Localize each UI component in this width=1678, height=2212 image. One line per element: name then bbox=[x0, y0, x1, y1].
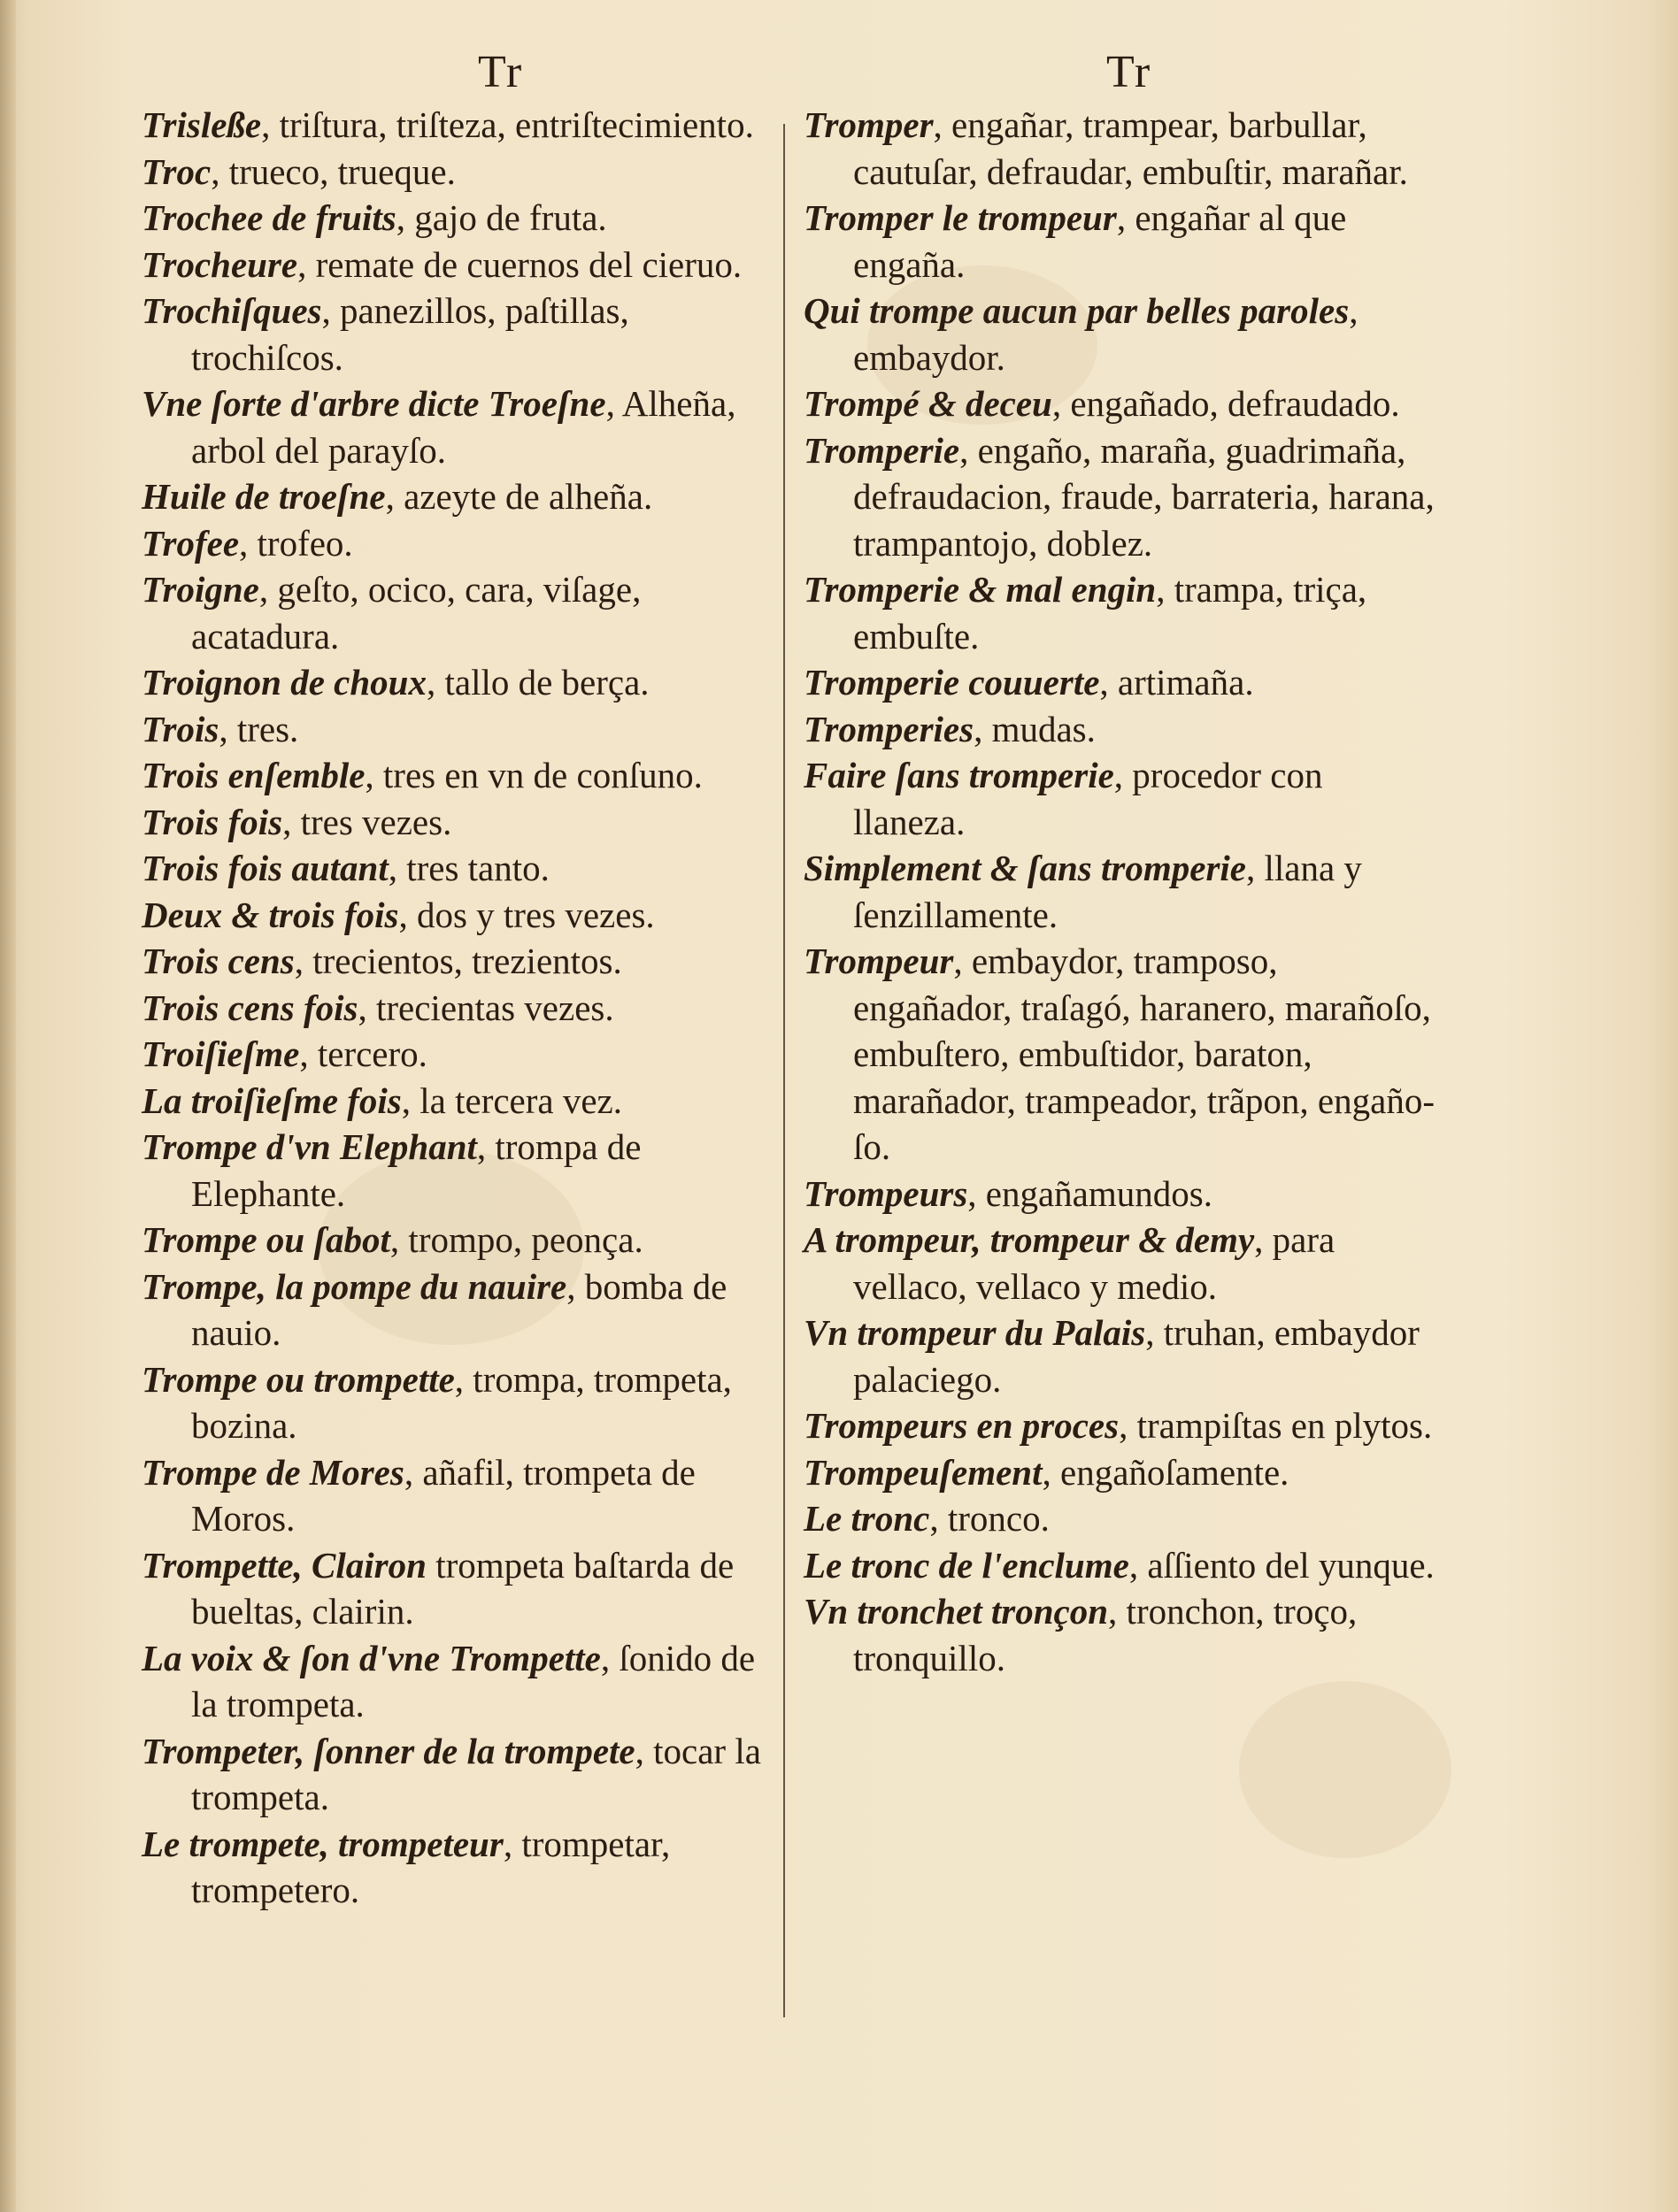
dictionary-entry bbox=[142, 845, 779, 892]
entry-translation: , añafil, trompeta de Moros. bbox=[191, 1451, 696, 1539]
entry-translation: , tres. bbox=[219, 708, 299, 749]
entry-headword: Trois cens bbox=[142, 941, 295, 981]
dictionary-entry bbox=[142, 1078, 779, 1125]
dictionary-entry bbox=[142, 1263, 779, 1356]
entry-headword: Huile de troeſne bbox=[142, 476, 386, 517]
entry-headword: Tromper bbox=[804, 104, 934, 145]
entry-translation: , tercero. bbox=[299, 1033, 427, 1074]
entry-headword: Tromperie & mal engin bbox=[804, 569, 1157, 610]
entry-headword: Faire ſans tromperie bbox=[804, 755, 1114, 795]
entry-translation: , trampiſtas en plytos. bbox=[1119, 1405, 1433, 1446]
entry-translation: , geſto, ocico, cara, viſage, acatadura. bbox=[191, 569, 642, 657]
dictionary-entry bbox=[142, 380, 779, 473]
entry-translation: , trompa de Elephante. bbox=[191, 1126, 642, 1214]
entry-translation: , embaydor, tramposo, engañador, traſagó, haranero, marañoſo, embuſtero, embuſtidor, baraton, marañador, trampeador, trãpon, engañoſo. bbox=[853, 941, 1435, 1167]
dictionary-entry bbox=[804, 706, 1441, 753]
entry-headword: Trois fois bbox=[142, 801, 283, 842]
entry-headword: Tromperie bbox=[804, 429, 960, 471]
paper-stain bbox=[1239, 1681, 1451, 1858]
dictionary-entry bbox=[804, 1495, 1441, 1542]
entry-headword: Trompeter, ſonner de la trompete bbox=[142, 1730, 635, 1771]
entry-translation: , dos y tres vezes. bbox=[398, 894, 655, 935]
entry-translation: , trompetar, trompetero. bbox=[191, 1823, 671, 1910]
entry-translation: , artimaña. bbox=[1099, 662, 1254, 703]
entry-headword: Troignon de choux bbox=[142, 662, 427, 703]
dictionary-entry bbox=[804, 566, 1441, 659]
dictionary-entry bbox=[142, 566, 779, 659]
dictionary-entry bbox=[804, 288, 1441, 380]
entry-translation: , la tercera vez. bbox=[401, 1079, 623, 1121]
entry-headword: Trois cens fois bbox=[142, 987, 358, 1028]
entry-translation: , remate de cuernos del cieruo. bbox=[297, 243, 743, 285]
entry-translation: , trampa, triça, embuſte. bbox=[853, 569, 1367, 657]
entry-headword: Trompe ou ſabot bbox=[142, 1219, 390, 1260]
dictionary-entry bbox=[804, 1310, 1441, 1402]
running-header-left: Tr bbox=[478, 47, 524, 97]
dictionary-entry bbox=[804, 659, 1441, 706]
entry-translation: , aſſiento del yunque. bbox=[1128, 1544, 1435, 1586]
dictionary-entry bbox=[142, 659, 779, 706]
entry-headword: Deux & trois fois bbox=[142, 894, 399, 935]
entry-translation: , embaydor. bbox=[853, 290, 1359, 378]
entry-headword: Trompe, la pompe du nauire bbox=[142, 1265, 567, 1307]
entry-headword: Troc bbox=[142, 150, 212, 192]
entry-translation: , engañado, defraudado. bbox=[1051, 383, 1400, 424]
entry-headword: Qui trompe aucun par belles paroles bbox=[804, 290, 1350, 331]
entry-headword: Tromper le trompeur bbox=[804, 197, 1117, 238]
entry-translation: , procedor con llaneza. bbox=[853, 755, 1323, 842]
dictionary-entry bbox=[804, 380, 1441, 427]
entry-headword: Trompeurs bbox=[804, 1172, 968, 1214]
dictionary-entry bbox=[142, 985, 779, 1032]
dictionary-entry bbox=[142, 1635, 779, 1728]
entry-headword: Simplement & ſans tromperie bbox=[804, 848, 1246, 888]
entry-translation: , para vellaco, vellaco y medio. bbox=[853, 1219, 1335, 1307]
entry-headword: Trompeuſement bbox=[804, 1451, 1043, 1493]
entry-translation: , trofeo. bbox=[239, 522, 353, 564]
dictionary-entry bbox=[804, 195, 1441, 288]
entry-translation: , trueco, trueque. bbox=[211, 150, 456, 192]
dictionary-entry bbox=[804, 1449, 1441, 1496]
running-header-right: Tr bbox=[1106, 47, 1152, 97]
entry-translation: , mudas. bbox=[974, 708, 1096, 749]
dictionary-entry bbox=[142, 1124, 779, 1217]
entry-headword: A trompeur, trompeur & demy bbox=[804, 1219, 1255, 1260]
entry-translation: , azeyte de alheña. bbox=[385, 476, 653, 517]
entry-translation: trompeta baſtarda de bueltas, clairin. bbox=[191, 1544, 735, 1632]
dictionary-entry bbox=[142, 706, 779, 753]
dictionary-entry bbox=[142, 1542, 779, 1635]
dictionary-entry bbox=[804, 427, 1441, 567]
entry-headword: Trompe d'vn Elephant bbox=[142, 1126, 477, 1167]
entry-headword: La troiſieſme fois bbox=[142, 1079, 402, 1121]
dictionary-entry bbox=[142, 892, 779, 939]
dictionary-entry bbox=[142, 195, 779, 242]
right-column bbox=[804, 102, 1441, 1681]
entry-headword: Trochiſques bbox=[142, 290, 322, 331]
entry-headword: Trofee bbox=[142, 522, 240, 564]
entry-headword: Trompe ou trompette bbox=[142, 1358, 455, 1400]
entry-headword: Le trompete, trompeteur bbox=[142, 1823, 504, 1864]
entry-headword: Vn trompeur du Palais bbox=[804, 1312, 1146, 1353]
dictionary-entry bbox=[142, 799, 779, 846]
dictionary-entry bbox=[142, 102, 779, 149]
entry-translation: , engañar al que engaña. bbox=[853, 197, 1347, 285]
entry-headword: Trochee de fruits bbox=[142, 197, 396, 238]
entry-translation: , tres vezes. bbox=[282, 801, 452, 842]
entry-translation: , engañamundos. bbox=[967, 1172, 1212, 1214]
entry-translation: , panezillos, paſtillas, trochiſcos. bbox=[191, 290, 629, 378]
entry-headword: Trocheure bbox=[142, 243, 298, 285]
entry-headword: La voix & ſon d'vne Trompette bbox=[142, 1637, 601, 1678]
dictionary-entry bbox=[142, 1821, 779, 1914]
dictionary-entry bbox=[142, 1356, 779, 1449]
entry-translation: , engañoſamente. bbox=[1042, 1451, 1289, 1493]
entry-headword: Trois enſemble bbox=[142, 755, 366, 795]
entry-translation: , trecientas vezes. bbox=[358, 987, 614, 1028]
entry-headword: Trois bbox=[142, 708, 219, 749]
entry-translation: , truhan, embaydor palaciego. bbox=[853, 1312, 1420, 1400]
dictionary-entry bbox=[804, 102, 1441, 195]
entry-translation: , tres en vn de conſuno. bbox=[365, 755, 703, 795]
entry-headword: Troiſieſme bbox=[142, 1033, 300, 1074]
dictionary-entry bbox=[804, 752, 1441, 845]
entry-translation: , llana y ſenzillamente. bbox=[853, 848, 1362, 935]
entry-translation: , trompa, trompeta, bozina. bbox=[191, 1358, 732, 1446]
dictionary-entry bbox=[142, 288, 779, 380]
dictionary-entry bbox=[804, 845, 1441, 938]
dictionary-entry bbox=[804, 1402, 1441, 1449]
left-column bbox=[142, 102, 779, 1914]
column-divider bbox=[783, 124, 785, 2017]
dictionary-entry bbox=[142, 1217, 779, 1263]
entry-headword: Vne ſorte d'arbre dicte Troeſne bbox=[142, 383, 606, 424]
entry-headword: Trompeur bbox=[804, 941, 954, 981]
entry-translation: , engaño, maraña, guadrimaña, defraudacion, fraude, barrateria, harana, trampantojo, doblez. bbox=[853, 429, 1435, 564]
entry-translation: , trecientos, trezientos. bbox=[294, 941, 622, 981]
entry-headword: Trois fois autant bbox=[142, 848, 389, 888]
entry-headword: Le tronc de l'enclume bbox=[804, 1544, 1129, 1586]
entry-headword: Vn tronchet tronçon bbox=[804, 1591, 1109, 1632]
entry-headword: Trompé & deceu bbox=[804, 383, 1052, 424]
entry-headword: Trompe de Mores bbox=[142, 1451, 404, 1493]
entry-translation: , gajo de fruta. bbox=[396, 197, 607, 238]
entry-translation: , trompo, peonça. bbox=[389, 1219, 643, 1260]
entry-translation: , tronco. bbox=[929, 1498, 1050, 1539]
dictionary-entry bbox=[804, 938, 1441, 1171]
entry-translation: , tocar la trompeta. bbox=[191, 1730, 761, 1817]
dictionary-entry bbox=[142, 1449, 779, 1542]
entry-headword: Le tronc bbox=[804, 1498, 930, 1539]
page-binding-edge bbox=[0, 0, 16, 2212]
entry-headword: Trompette, Clairon bbox=[142, 1544, 427, 1586]
entry-headword: Tromperie couuerte bbox=[804, 662, 1100, 703]
entry-translation: , bomba de nauio. bbox=[191, 1265, 727, 1353]
entry-headword: Troigne bbox=[142, 569, 259, 610]
entry-translation: , triſtura, triſteza, entriſtecimiento. bbox=[261, 104, 754, 145]
entry-headword: Tromperies bbox=[804, 708, 974, 749]
entry-headword: Trompeurs en proces bbox=[804, 1405, 1120, 1446]
dictionary-entry bbox=[142, 1031, 779, 1078]
dictionary-entry bbox=[142, 752, 779, 799]
dictionary-entry bbox=[142, 242, 779, 288]
dictionary-entry bbox=[142, 1728, 779, 1821]
dictionary-entry bbox=[804, 1542, 1441, 1589]
entry-translation: , engañar, trampear, barbullar, cautuſar, defraudar, embuſtir, marañar. bbox=[853, 104, 1408, 192]
dictionary-entry bbox=[804, 1171, 1441, 1217]
dictionary-entry bbox=[142, 520, 779, 567]
entry-translation: , ſonido de la trompeta. bbox=[191, 1637, 756, 1724]
entry-translation: , tres tanto. bbox=[388, 848, 550, 888]
dictionary-entry bbox=[142, 473, 779, 520]
entry-translation: , Alheña, arbol del parayſo. bbox=[191, 383, 736, 471]
dictionary-entry bbox=[804, 1217, 1441, 1310]
dictionary-entry bbox=[142, 938, 779, 985]
dictionary-entry bbox=[142, 149, 779, 196]
entry-translation: , tallo de berça. bbox=[426, 662, 650, 703]
entry-headword: Trisleße bbox=[142, 104, 262, 145]
dictionary-entry bbox=[804, 1588, 1441, 1681]
entry-translation: , tronchon, troço, tronquillo. bbox=[853, 1591, 1358, 1678]
